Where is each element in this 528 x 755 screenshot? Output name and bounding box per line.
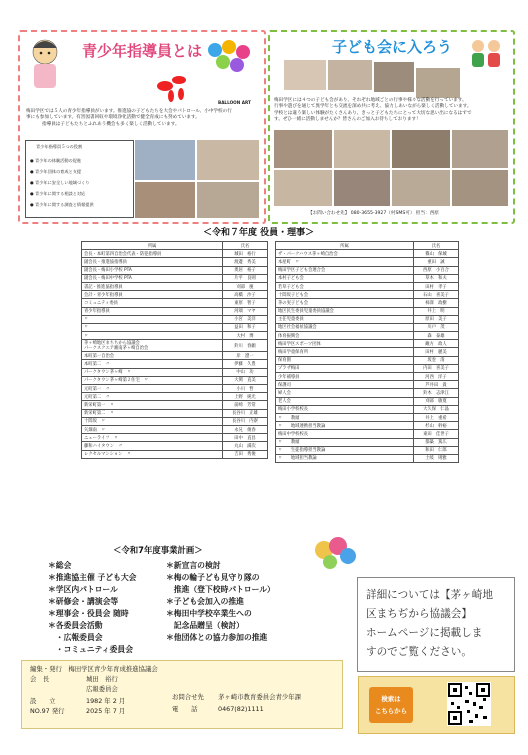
name-cell: 大関 直美 (223, 376, 268, 384)
balloons-icon (203, 38, 259, 100)
contact-value: 茅ヶ崎市教育委員会青少年課 (218, 693, 302, 701)
event-photo (416, 68, 460, 98)
affiliation-cell: 〃 地域連携担当教論 (276, 422, 414, 430)
table-row (276, 291, 459, 299)
affiliation-cell: 梅田小学校校長 (276, 405, 414, 413)
officers-table-left (81, 241, 268, 459)
name-cell: 上野 純光 (223, 393, 268, 401)
affiliation-cell: 副会長・推進協指導員 (82, 258, 223, 266)
column-header: 所属 (82, 242, 223, 250)
officers-title: ＜令和７年度 役員・理事＞ (203, 228, 315, 238)
role-item: ● 青少年に関する相談と対応 (30, 191, 86, 196)
affiliation-cell: 十間坂子ども会 (276, 291, 414, 299)
affiliation-cell: パークタウン茅ヶ崎 〃 (82, 368, 223, 376)
event-photo (284, 60, 326, 90)
plan-item: ＊理事会・役員会 随時 (48, 609, 129, 618)
event-photo (334, 170, 390, 206)
affiliation-cell: 本町第一自治会 (82, 352, 223, 360)
affiliation-cell: 体育振興会 (276, 332, 414, 340)
name-cell: 篠山 保城 (414, 250, 459, 258)
table-row (276, 332, 459, 340)
qr-search-box (358, 676, 515, 734)
affiliation-cell: 会長・本町第四自治会代表・防犯指導員 (82, 250, 223, 258)
name-cell: 観方 政人 (414, 340, 459, 348)
table-row (276, 266, 459, 274)
name-cell: 河西 洋子 (414, 373, 459, 381)
intro-line: 事にも参加しています。有害図書回収や環境浄化活動で健全育成にも努めています。 (26, 115, 200, 121)
role-item: ● 青少年団体の育成と支援 (30, 169, 82, 174)
plan-item: ＊学区内パトロール (48, 585, 118, 594)
affiliation-cell: 元町第一 〃 (82, 385, 223, 393)
affiliation-cell: 茅の実子ども会 (276, 299, 414, 307)
name-cell: 草木 和夫 (414, 274, 459, 282)
plans-title: ＜令和7年度事業計画＞ (113, 545, 203, 555)
mascot-illustration (26, 36, 64, 94)
activity-photo (135, 182, 195, 218)
intro-line: 学校とは違う楽しい体験がたくさんあり、きっと子どもたちにとって大切な思い出になるはずで (274, 110, 472, 116)
name-cell: 田村 麗美 (414, 348, 459, 356)
table-row (276, 299, 459, 307)
issue-value: 2025 年 7 月 (86, 707, 126, 715)
affiliation-cell: 〃 生徒指導担当教論 (276, 446, 414, 454)
affiliation-cell: 本村子ども会 (276, 274, 414, 282)
affiliation-cell: ニューライフ 〃 (82, 434, 223, 442)
affiliation-cell: ザ・パークハウス茅ヶ崎自治会 (276, 250, 414, 258)
table-row (276, 323, 459, 331)
table-row (276, 315, 459, 323)
name-cell: 大久保 仁晶 (414, 405, 459, 413)
table-row (82, 299, 268, 307)
plan-item: ・広報委員会 (48, 633, 103, 642)
event-photo (274, 170, 332, 206)
name-cell: 西原 小百合 (414, 266, 459, 274)
name-cell: 和田 仁郎 (414, 446, 459, 454)
table-row (82, 274, 268, 282)
table-row (82, 258, 268, 266)
table-row (82, 340, 268, 352)
president-label: 会 長 (30, 675, 50, 683)
website-notice-text: 詳細については【茅ヶ崎地 区まちぢから協議会】 ホームページに掲載しま すのでご覧ください。 (366, 589, 493, 658)
youth-leader-title: 青少年指導員とは (82, 42, 203, 60)
role-item: ● 青少年に安全しい地域づくり (30, 180, 90, 185)
roles-title: 青少年指導員５つの役割 (36, 144, 83, 149)
table-row (82, 409, 268, 417)
table-row (82, 266, 268, 274)
plan-item: ＊他団体との協力参加の推進 (166, 633, 268, 642)
name-cell: 丸山 満次 (223, 442, 268, 450)
publisher-line: 編集・発行 梅田学区青少年育成推進協議会 (30, 665, 158, 673)
column-header: 所属 (276, 242, 414, 250)
table-row (276, 446, 459, 454)
editor-name: 広報委員会 (86, 685, 118, 693)
plan-item: 記念品贈呈（検討） (166, 621, 244, 630)
youth-leader-panel (18, 30, 266, 224)
plan-item: ＊総会 (48, 561, 72, 570)
name-cell: 永兄 俊春 (223, 425, 268, 433)
plan-item: ＊研修会・講演会等 (48, 597, 119, 606)
table-row (276, 356, 459, 364)
phone-value: 0467(82)1111 (218, 705, 264, 713)
name-cell: 前崎 芳常 (223, 401, 268, 409)
table-row (276, 389, 459, 397)
table-row (276, 381, 459, 389)
table-row (82, 393, 268, 401)
affiliation-cell: 本屋町 〃 (276, 258, 414, 266)
kids-club-contact: 【お問い合わせ先】 080-3655-3927（村SMS可） 担当：西原 (308, 211, 439, 216)
affiliation-cell: 新栄町第二 〃 (82, 409, 223, 417)
name-cell: 柿澤 政樹 (414, 299, 459, 307)
affiliation-cell: 保護司 (276, 381, 414, 389)
president-name: 城田 裕行 (86, 675, 118, 683)
roles-list (30, 155, 94, 210)
name-cell: 森 泰雄 (414, 332, 459, 340)
publisher-footer (21, 660, 343, 729)
affiliation-cell: 副会長・梅田中学校 PTA (82, 274, 223, 282)
table-row (276, 258, 459, 266)
table-row (276, 364, 459, 372)
balloons-icon (312, 534, 358, 572)
affiliation-cell: 地区民生委員児童委員協議会 (276, 307, 414, 315)
affiliation-cell: 主任児童委員 (276, 315, 414, 323)
name-cell: 原田 美子 (414, 315, 459, 323)
role-item: ● 青少年の体験活動の促進 (30, 158, 82, 163)
table-row (82, 385, 268, 393)
role-item: ● 青少年に関する調査と情報提供 (30, 202, 94, 207)
name-cell: 小川 哲 (223, 385, 268, 393)
kids-club-title: 子ども会に入ろう (332, 38, 453, 56)
affiliation-cell: 婦人会 (276, 389, 414, 397)
affiliation-cell: 本町第二 〃 (82, 360, 223, 368)
plan-item: ・コミュニティ委員会 (48, 645, 133, 654)
name-cell: 鈴木 志津江 (414, 389, 459, 397)
intro-line: 行事や遊びを通じて異学年とも交流を深め共に考え、協力しあいながら楽しく活動しています。 (274, 104, 472, 110)
event-photo (328, 60, 372, 90)
table-row (82, 307, 268, 315)
affiliation-cell: 書記・推進協指導員 (82, 282, 223, 290)
table-row (82, 360, 268, 368)
event-photo (452, 170, 508, 206)
affiliation-cell: 元町第二 〃 (82, 393, 223, 401)
issue-label: NO.97 発行 (30, 707, 65, 715)
youth-leader-intro (26, 109, 258, 128)
name-cell: 鈴川 春頼 (223, 340, 268, 352)
name-cell: 吉田 秀俊 (223, 450, 268, 458)
table-row (82, 352, 268, 360)
affiliation-cell: 茅ヶ崎地区まちちから協議会 パークスクエア湘南茅ヶ崎自治会 (82, 340, 223, 352)
table-row (276, 454, 459, 462)
affiliation-cell: 梅田学区スポーツ団体 (276, 340, 414, 348)
kids-club-panel (268, 30, 515, 224)
name-cell: 川戸 茂 (414, 323, 459, 331)
name-cell: 長谷川 正雄 (223, 409, 268, 417)
name-cell: 小宮 美洋 (223, 315, 268, 323)
officers-table-right (275, 241, 459, 463)
affiliation-cell: 〃 (82, 332, 223, 340)
column-header: 氏名 (223, 242, 268, 250)
intro-line: 梅田学区では５人の青少年指導員がいます。推進協の子どもたちを大会やパトロール、小中学校の行 (26, 109, 232, 114)
event-photo (274, 130, 332, 168)
affiliation-cell: コミュニティ委員 (82, 299, 223, 307)
children-illustration (466, 36, 506, 70)
table-row (276, 397, 459, 405)
plan-item: ＊子ども会加入の推進 (166, 597, 244, 606)
table-row (82, 425, 268, 433)
kids-club-intro (274, 98, 510, 124)
balloon-art-caption: BALLOON ART (218, 100, 251, 105)
name-cell: 都築 篤広 (414, 438, 459, 446)
table-row (276, 282, 459, 290)
column-header: 氏名 (414, 242, 459, 250)
affiliation-cell: 青少年指導員 (82, 307, 223, 315)
affiliation-cell: 〃 地域担当教論 (276, 454, 414, 462)
name-cell: 大村 博 (223, 332, 268, 340)
table-row (82, 250, 268, 258)
event-photo (374, 62, 414, 92)
name-cell: 東田 佳世子 (414, 430, 459, 438)
event-photo (452, 130, 508, 168)
plan-item: 推進（登下校時パトロール） (166, 585, 275, 594)
name-cell: 田中 直昌 (223, 434, 268, 442)
name-cell: 長谷川 内寮 (223, 417, 268, 425)
affiliation-cell: 若草子ども会 (276, 282, 414, 290)
affiliation-cell: 〃 (82, 315, 223, 323)
event-photo (392, 130, 450, 168)
name-cell: 高橋 沙子 (223, 291, 268, 299)
name-cell: 田村 孝子 (414, 282, 459, 290)
name-cell: 岸 遼一 (223, 352, 268, 360)
intro-line: 梅田学区には４つの子ども会があり、それぞれ地域ごとの行事や様々な活動を行っています。 (274, 98, 467, 103)
table-row (276, 413, 459, 421)
table-row (82, 434, 268, 442)
name-cell: 刈部 敏寛 (414, 397, 459, 405)
balloon-dog-icon (153, 66, 191, 104)
plan-item: ＊梅の輪子ども見守り隊の (166, 573, 260, 582)
table-row (276, 430, 459, 438)
name-cell: 片平 良則 (223, 274, 268, 282)
intro-line: す。ぜひ一緒に活動しませんか？皆さんのご加入お待ちしております！ (274, 117, 421, 123)
table-row (82, 450, 268, 458)
activity-photo (197, 182, 259, 218)
table-row (82, 332, 268, 340)
table-row (276, 373, 459, 381)
plan-item: ＊推進協主催 子ども大会 (48, 573, 137, 582)
name-cell: 重田 誠 (414, 258, 459, 266)
qr-code-icon[interactable] (447, 682, 491, 726)
name-cell: 内田 喜美子 (414, 364, 459, 372)
founded-label: 設 立 (30, 697, 56, 705)
affiliation-cell: プラザ梅田 (276, 364, 414, 372)
name-cell: 井上 明 (414, 307, 459, 315)
plan-item: ＊梅田中学校卒業生への (166, 609, 252, 618)
affiliation-cell: 老人会 (276, 397, 414, 405)
affiliation-cell: 十間坂 〃 (82, 417, 223, 425)
affiliation-cell: 新栄町第一 〃 (82, 401, 223, 409)
activity-photo (197, 140, 259, 180)
table-row (82, 401, 268, 409)
affiliation-cell: 藤和ハイタウン 〃 (82, 442, 223, 450)
event-photo (392, 170, 450, 206)
affiliation-cell: 地区社会福祉協議会 (276, 323, 414, 331)
table-row (276, 422, 459, 430)
name-cell: 土岐 則雅 (414, 454, 459, 462)
name-cell: 伊藤 久豊 (223, 360, 268, 368)
contact-label: お問合せ先 (172, 693, 204, 701)
table-row (276, 438, 459, 446)
roles-box (25, 140, 134, 218)
affiliation-cell: レクセルマンション 〃 (82, 450, 223, 458)
phone-label: 電 話 (172, 705, 198, 713)
search-here-badge[interactable]: 検索は こちらから (369, 687, 413, 723)
name-cell: 芦井田 貴 (414, 381, 459, 389)
affiliation-cell: 梅田中学校校長 (276, 430, 414, 438)
name-cell: 東原 智子 (223, 299, 268, 307)
name-cell: 井上 重希 (414, 413, 459, 421)
plan-item: ＊各委員会活動 (48, 621, 103, 630)
name-cell: 益田 和子 (223, 323, 268, 331)
name-cell: 奥居 裕子 (223, 266, 268, 274)
table-row (82, 376, 268, 384)
affiliation-cell: 副会長・梅田小学校 PTA (82, 266, 223, 274)
name-cell: 坂巻 清 (414, 356, 459, 364)
name-cell: 中山 功 (223, 368, 268, 376)
table-row (82, 323, 268, 331)
table-row (82, 291, 268, 299)
affiliation-cell: 〃 (82, 323, 223, 331)
name-cell: 石山 喜美子 (414, 291, 459, 299)
table-row (82, 282, 268, 290)
affiliation-cell: 矢畑南 〃 (82, 425, 223, 433)
table-row (82, 315, 268, 323)
table-row (276, 307, 459, 315)
plans-column-1 (48, 560, 136, 656)
affiliation-cell: 梅田学区子ども会連合会 (276, 266, 414, 274)
affiliation-cell: 梅田学童保育所 (276, 348, 414, 356)
name-cell: 杉山 幹裕 (414, 422, 459, 430)
table-row (276, 348, 459, 356)
table-row (82, 417, 268, 425)
activity-photo (135, 140, 195, 180)
founded-value: 1982 年 2 月 (86, 697, 126, 705)
affiliation-cell: 少年補導員 (276, 373, 414, 381)
table-row (82, 368, 268, 376)
table-row (82, 442, 268, 450)
table-row (276, 250, 459, 258)
name-cell: 刈部 慶 (223, 282, 268, 290)
affiliation-cell: 保育園 (276, 356, 414, 364)
affiliation-cell: 〃 教頭 (276, 413, 414, 421)
website-notice-box (357, 577, 515, 672)
plans-column-2 (166, 560, 275, 644)
table-row (276, 340, 459, 348)
affiliation-cell: 〃 教頭 (276, 438, 414, 446)
intro-line: 指導員は子どもたちとふれあう機会も多く楽しく活動しています。 (42, 121, 180, 127)
table-row (276, 405, 459, 413)
name-cell: 城田 裕行 (223, 250, 268, 258)
affiliation-cell: パークタウン茅ヶ崎第２住宅 〃 (82, 376, 223, 384)
table-row (276, 274, 459, 282)
name-cell: 河端 マヤ (223, 307, 268, 315)
affiliation-cell: 会計・青少年指導員 (82, 291, 223, 299)
plan-item: ＊新宣言の検討 (166, 561, 221, 570)
event-photo (334, 130, 390, 168)
name-cell: 渡邊 秀美 (223, 258, 268, 266)
